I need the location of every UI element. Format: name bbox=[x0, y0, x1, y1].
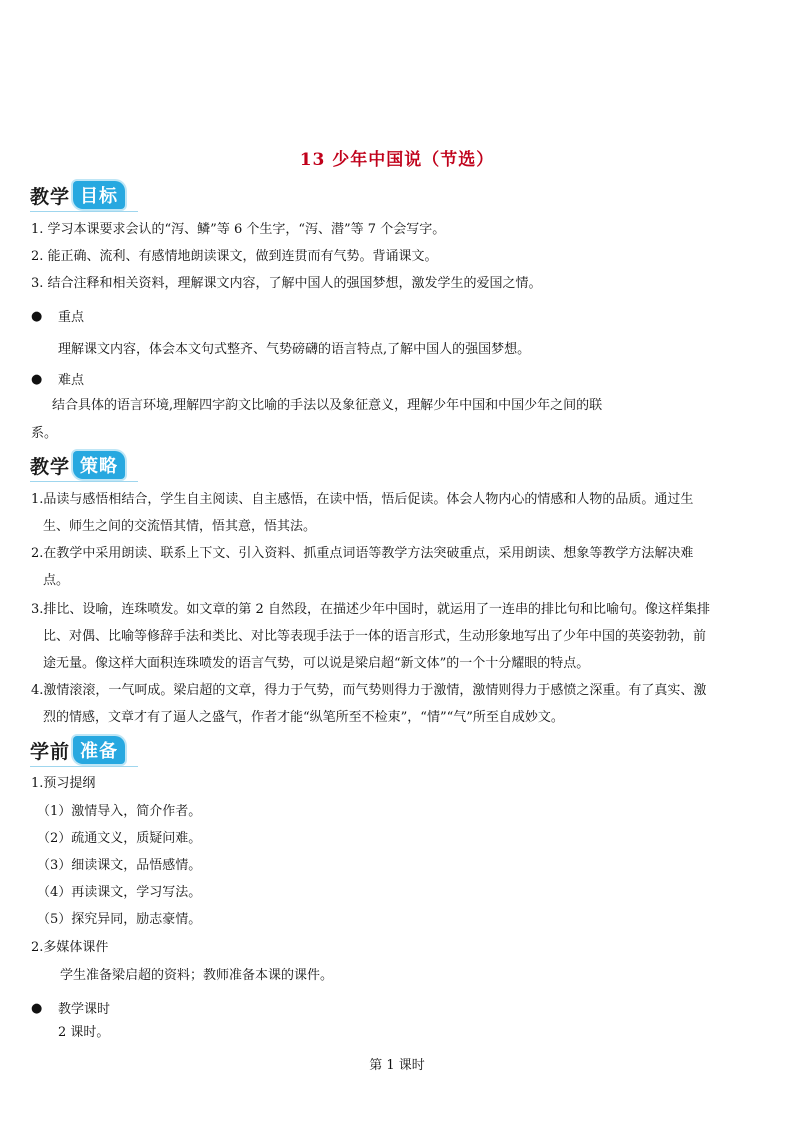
strategy-line-4: 点。 bbox=[43, 573, 70, 588]
strategy-line-9: 烈的情感，文章才有了逼人之盛气，作者才能“纵笔所至不检束”，“情”“气”所至自成妙文。 bbox=[43, 710, 564, 725]
strategy-line-3: 2.在教学中采用朗读、联系上下文、引入资料、抓重点词语等教学方法突破重点，采用朗读、想象等教学方法解决难 bbox=[31, 546, 694, 561]
strategy-line-7: 途无量。像这样大面积连珠喷发的语言气势，可以说是梁启超“新文体”的一个十分耀眼的特点。 bbox=[43, 656, 590, 671]
goal-item-1: 1. 学习本课要求会认的“泻、鳞”等 6 个生字，“泻、潜”等 7 个会写字。 bbox=[31, 222, 446, 237]
section-header-prep-plain: 学前 bbox=[30, 740, 71, 763]
section-header-strategy-plain: 教学 bbox=[30, 455, 71, 478]
section-header-goals-plain: 教学 bbox=[30, 185, 71, 208]
section-header-prep-tag: 准备 bbox=[73, 736, 125, 764]
key-point-text: 理解课文内容，体会本文句式整齐、气势磅礴的语言特点,了解中国人的强国梦想。 bbox=[58, 342, 531, 357]
strategy-line-6: 比、对偶、比喻等修辞手法和类比、对比等表现手法于一体的语言形式，生动形象地写出了少年中国的英姿勃勃，前 bbox=[43, 629, 707, 644]
section-underline bbox=[30, 481, 138, 482]
key-point-label: 重点 bbox=[58, 310, 85, 325]
section-underline bbox=[30, 766, 138, 767]
strategy-line-5: 3.排比、设喻，连珠喷发。如文章的第 2 自然段，在描述少年中国时，就运用了一连串的排比句和比喻句。像这样集排 bbox=[31, 602, 710, 617]
section-header-prep bbox=[30, 735, 125, 765]
difficulty-label: 难点 bbox=[58, 373, 85, 388]
lesson-period-heading: 第 1 课时 bbox=[369, 1058, 425, 1073]
outline-item-1: （1）激情导入，简介作者。 bbox=[37, 804, 202, 819]
strategy-line-1: 1.品读与感悟相结合，学生自主阅读、自主感悟，在读中悟，悟后促读。体会人物内心的情感和人物的品质。通过生 bbox=[31, 492, 694, 507]
bullet-icon: ● bbox=[31, 1001, 43, 1016]
bullet-icon: ● bbox=[31, 309, 43, 324]
media-title: 2.多媒体课件 bbox=[31, 940, 109, 955]
outline-item-4: （4）再读课文，学习写法。 bbox=[37, 885, 202, 900]
difficulty-text-line-2: 系。 bbox=[31, 426, 58, 441]
media-text: 学生准备梁启超的资料；教师准备本课的课件。 bbox=[60, 968, 334, 983]
strategy-line-2: 生、师生之间的交流悟其情，悟其意，悟其法。 bbox=[43, 519, 317, 534]
goal-item-3: 3. 结合注释和相关资料，理解课文内容，了解中国人的强国梦想，激发学生的爱国之情。 bbox=[31, 276, 542, 291]
section-header-goals-tag: 目标 bbox=[73, 181, 125, 209]
section-header-strategy bbox=[30, 450, 125, 480]
bullet-icon: ● bbox=[31, 372, 43, 387]
outline-item-3: （3）细读课文，品悟感情。 bbox=[37, 858, 202, 873]
section-underline bbox=[30, 211, 138, 212]
section-header-goals bbox=[30, 180, 125, 210]
outline-title: 1.预习提纲 bbox=[31, 776, 96, 791]
page-title: 13 少年中国说（节选） bbox=[299, 150, 495, 170]
difficulty-text-line-1: 结合具体的语言环境,理解四字韵文比喻的手法以及象征意义，理解少年中国和中国少年之间的联 bbox=[52, 398, 603, 413]
goal-item-2: 2. 能正确、流利、有感情地朗读课文，做到连贯而有气势。背诵课文。 bbox=[31, 249, 438, 264]
outline-item-5: （5）探究异同，励志豪情。 bbox=[37, 912, 202, 927]
strategy-line-8: 4.激情滚滚，一气呵成。梁启超的文章，得力于气势，而气势则得力于激情，激情则得力于感愤之深重。有了真实、激 bbox=[31, 683, 707, 698]
class-hours-label: 教学课时 bbox=[58, 1002, 111, 1017]
section-header-strategy-tag: 策略 bbox=[73, 451, 125, 479]
class-hours-text: 2 课时。 bbox=[58, 1025, 110, 1040]
outline-item-2: （2）疏通文义，质疑问难。 bbox=[37, 831, 202, 846]
